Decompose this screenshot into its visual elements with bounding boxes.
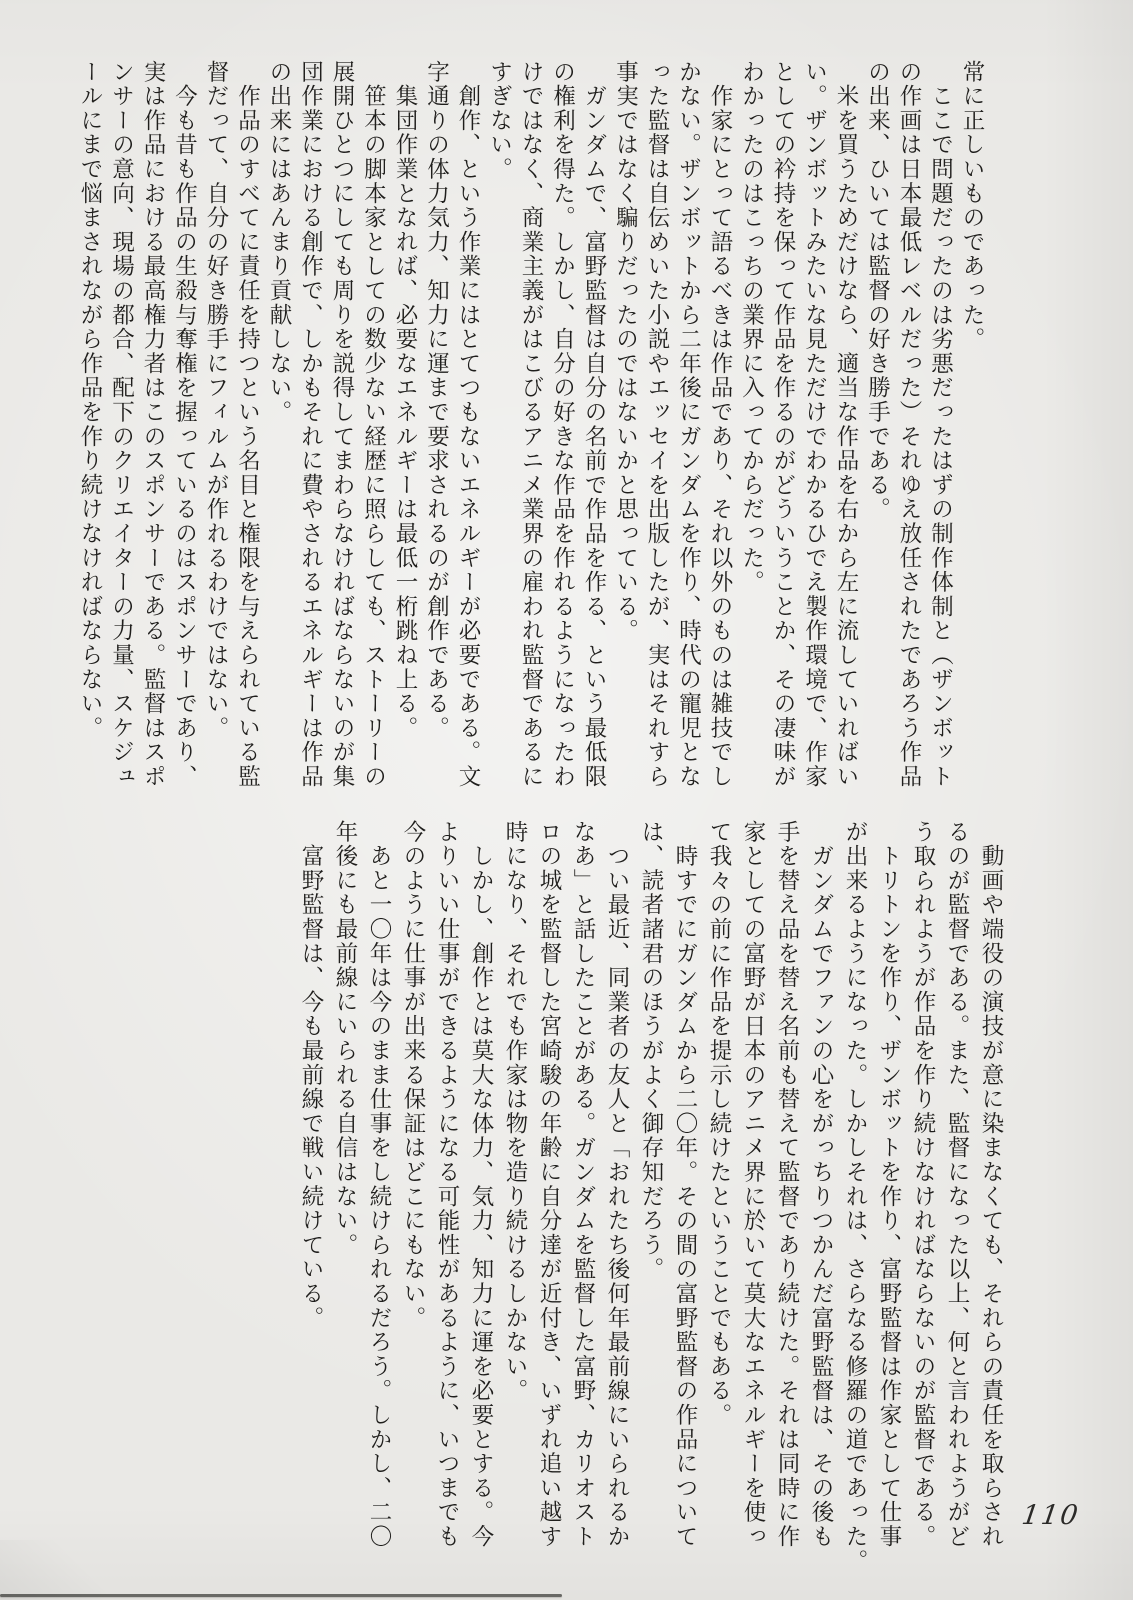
text-column: 動画や端役の演技が意に染まなくても、それらの責任を取らされ bbox=[979, 820, 1004, 1549]
text-column: わかったのはこっちの業界に入ってからだった。 bbox=[739, 60, 765, 595]
text-column: 富野監督は、今も最前線で戦い続けている。 bbox=[299, 820, 324, 1331]
text-column: の作画は日本最低レベルだった）それゆえ放任されたであろう作品 bbox=[897, 60, 922, 789]
text-column: としての衿持を保って作品を作るのがどういうことか、その凄味が bbox=[771, 60, 796, 789]
text-column: 団作業における創作で、しかもそれに費やされるエネルギーは作品 bbox=[298, 60, 324, 789]
text-column: の出来にはあんまり貢献しない。 bbox=[267, 60, 292, 425]
text-column: 今のように仕事が出来る保証はどこにもない。 bbox=[401, 820, 426, 1331]
text-column: は、読者諸君のほうがよく御存知だろう。 bbox=[639, 820, 664, 1282]
text-column: 実は作品における最高権力者はこのスポンサーである。監督はスポ bbox=[141, 60, 166, 789]
text-column: い。ザンボットみたいな見ただけでわかるひでえ製作環境で、作家 bbox=[802, 60, 828, 789]
text-column: ンサーの意向、現場の都合、配下のクリエイターの力量、スケジュ bbox=[109, 60, 135, 789]
text-column: トリトンを作り、ザンボットを作り、富野監督は作家として仕事 bbox=[877, 820, 902, 1549]
text-column: 事実ではなく騙りだったのではないかと思っている。 bbox=[613, 60, 639, 644]
text-column: 督だって、自分の好き勝手にフィルムが作れるわけではない。 bbox=[204, 60, 229, 741]
text-column: 展開ひとつにしても周りを説得してまわらなければならないのが集 bbox=[330, 60, 355, 789]
text-column: う取られようが作品を作り続けなければならないのが監督である。 bbox=[911, 820, 936, 1549]
text-column: 米を買うためだけなら、適当な作品を右から左に流していればい bbox=[834, 60, 859, 789]
text-column: なあ」と話したことがある。ガンダムを監督した富野、カリオスト bbox=[571, 820, 596, 1549]
text-column: つい最近、同業者の友人と「おれたち後何年最前線にいられるか bbox=[605, 820, 630, 1549]
text-column: 字通りの体力気力、知力に運まで要求されるのが創作である。 bbox=[424, 60, 450, 741]
text-column: 今も昔も作品の生殺与奪権を握っているのはスポンサーであり、 bbox=[172, 60, 198, 789]
text-column: けではなく、商業主義がはこびるアニメ業界の雇われ監督であるに bbox=[519, 60, 544, 789]
essay-passage-bottom bbox=[294, 820, 1008, 1574]
text-column: が出来るようになった。しかしそれは、さらなる修羅の道であった。 bbox=[843, 820, 868, 1574]
text-column: 創作、という作業にはとてつもないエネルギーが必要である。文 bbox=[456, 60, 481, 789]
text-column: て我々の前に作品を提示し続けたということでもある。 bbox=[707, 820, 732, 1428]
text-column: の権利を得た。しかし、自分の好きな作品を作れるようになったわ bbox=[550, 60, 576, 789]
text-column: の出来、ひいては監督の好き勝手である。 bbox=[865, 60, 891, 522]
text-column: 時になり、それでも作家は物を造り続けるしかない。 bbox=[503, 820, 528, 1404]
essay-passage-top bbox=[75, 60, 989, 792]
text-column: あと一〇年は今のまま仕事をし続けられるだろう。しかし、二〇 bbox=[367, 820, 392, 1549]
text-column: ロの城を監督した宮崎駿の年齢に自分達が近付き、いずれ追い越す bbox=[537, 820, 562, 1549]
text-column: ここで問題だったのは劣悪だったはずの制作体制と（ザンボット bbox=[928, 60, 954, 789]
scan-corner-shade bbox=[0, 1540, 110, 1600]
text-column: 年後にも最前線にいられる自信はない。 bbox=[333, 820, 358, 1258]
text-column: ガンダムでファンの心をがっちりつかんだ富野監督は、その後も bbox=[809, 820, 834, 1549]
text-column: 作品のすべてに責任を持つという名目と権限を与えられている監 bbox=[235, 60, 261, 789]
text-column: 手を替え品を替え名前も替えて監督であり続けた。それは同時に作 bbox=[775, 820, 800, 1549]
text-column: 時すでにガンダムから二〇年。その間の富野監督の作品について bbox=[673, 820, 698, 1549]
text-column: ガンダムで、富野監督は自分の名前で作品を作る、という最低限 bbox=[582, 60, 607, 789]
text-column: 作家にとって語るべきは作品であり、それ以外のものは雑技でし bbox=[708, 60, 733, 789]
text-column: 常に正しいものであった。 bbox=[960, 60, 985, 352]
text-column: 集団作業となれば、必要なエネルギーは最低一桁跳ね上る。 bbox=[393, 60, 418, 741]
text-column: しかし、創作とは莫大な体力、気力、知力に運を必要とする。今 bbox=[469, 820, 494, 1549]
page-number: 110 bbox=[1019, 1500, 1082, 1531]
text-column: った監督は自伝めいた小説やエッセイを出版したが、実はそれすら bbox=[645, 60, 670, 789]
text-column: 笹本の脚本家としての数少ない経歴に照らしても、ストーリーの bbox=[361, 60, 387, 789]
text-column: ールにまで悩まされながら作品を作り続けなければならない。 bbox=[78, 60, 103, 741]
text-column: よりいい仕事ができるようになる可能性があるように、いつまでも bbox=[435, 820, 460, 1549]
text-column: るのが監督である。また、監督になった以上、何と言われようがど bbox=[945, 820, 970, 1549]
text-column: すぎない。 bbox=[487, 60, 513, 182]
text-column: かない。ザンボットから二年後にガンダムを作り、時代の寵児とな bbox=[676, 60, 702, 789]
text-column: 家としての富野が日本のアニメ界に於いて莫大なエネルギーを使っ bbox=[741, 820, 766, 1549]
